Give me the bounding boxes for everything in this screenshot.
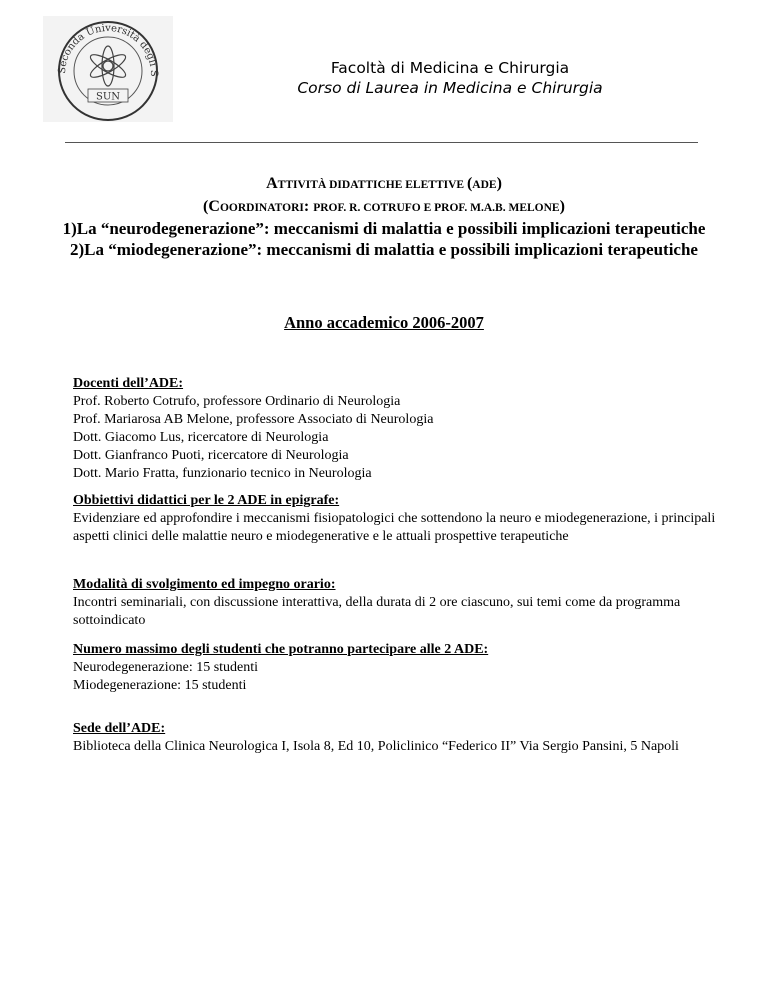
section-text: Evidenziare ed approfondire i meccanismi fisiopatologici che sottendono la neuro e miodegenerazione, i principali aspetti clinici delle malattie neuro e miodegenerative e le attuali prospettive terapeutiche	[73, 511, 716, 544]
academic-year: Anno accademico 2006-2007	[284, 313, 484, 332]
section-title: Sede dell’ADE:	[73, 721, 166, 736]
list-item: Miodegenerazione: 15 studenti	[73, 678, 247, 693]
section-text: Incontri seminariali, con discussione interattiva, della durata di 2 ore ciascuno, sui temi come da programma sottoindicato	[73, 595, 681, 628]
seal-text-bottom: SUN	[95, 91, 121, 103]
list-item: Neurodegenerazione: 15 studenti	[73, 660, 259, 675]
section-title: Modalità di svolgimento ed impegno orario:	[73, 577, 336, 592]
section-modalita	[73, 576, 723, 630]
faculty-name: Facoltà di Medicina e Chirurgia	[330, 59, 570, 77]
list-item: Dott. Giacomo Lus, ricercatore di Neurologia	[73, 430, 329, 445]
section-title: Docenti dell’ADE:	[73, 376, 184, 391]
section-title: Numero massimo degli studenti che potranno partecipare alle 2 ADE:	[73, 642, 489, 657]
list-item: Prof. Roberto Cotrufo, professore Ordinario di Neurologia	[73, 394, 401, 409]
activity-title: ATTIVITÀ DIDATTICHE ELETTIVE (ADE)	[266, 175, 502, 192]
topic-myodegeneration: 2)La “miodegenerazione”: meccanismi di malattia e possibili implicazioni terapeutiche	[70, 239, 698, 259]
document-heading	[60, 173, 708, 260]
university-seal-icon	[43, 16, 173, 122]
header-divider	[65, 142, 698, 143]
university-seal	[43, 16, 173, 122]
list-item: Prof. Mariarosa AB Melone, professore Associato di Neurologia	[73, 412, 434, 427]
section-obiettivi	[73, 492, 723, 546]
list-item: Dott. Gianfranco Puoti, ricercatore di Neurologia	[73, 448, 349, 463]
seal-text-top: Seconda Università degli S	[56, 22, 160, 77]
section-numero-studenti	[73, 641, 723, 695]
course-name: Corso di Laurea in Medicina e Chirurgia	[297, 79, 603, 97]
list-item: Dott. Mario Fratta, funzionario tecnico in Neurologia	[73, 466, 372, 481]
section-text: Biblioteca della Clinica Neurologica I, Isola 8, Ed 10, Policlinico “Federico II” Via Sergio Pansini, 5 Napoli	[73, 739, 679, 754]
section-sede	[73, 720, 723, 756]
faculty-header	[200, 58, 700, 98]
coordinators-line: (COORDINATORI: PROF. R. COTRUFO E PROF. M.A.B. MELONE)	[203, 198, 565, 215]
section-title: Obbiettivi didattici per le 2 ADE in epigrafe:	[73, 493, 340, 508]
topic-neurodegeneration: 1)La “neurodegenerazione”: meccanismi di malattia e possibili implicazioni terapeutiche	[62, 219, 706, 238]
section-docenti	[73, 375, 723, 483]
